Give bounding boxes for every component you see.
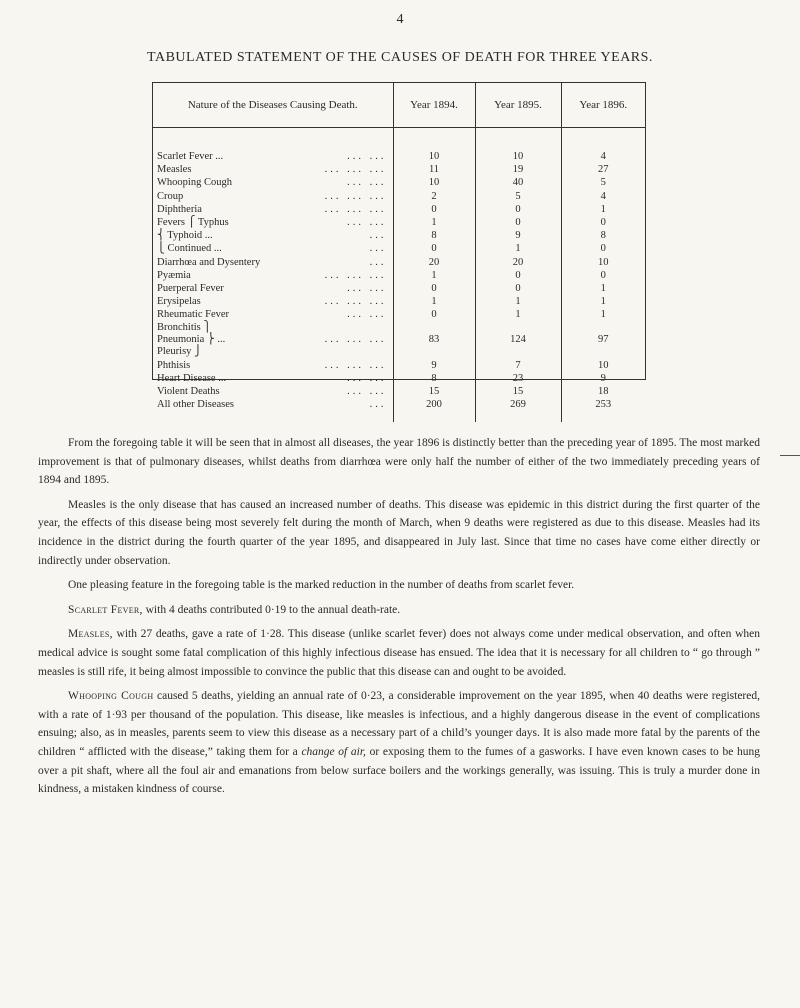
disease-name-cell (153, 150, 393, 163)
leader-dots: ... ... ... (324, 164, 387, 176)
disease-name: Whooping Cough (157, 177, 232, 189)
disease-name: ⎩ Continued ... (157, 243, 222, 255)
death-count-cell: 1 (600, 309, 606, 321)
death-count-cell: 18 (598, 385, 609, 397)
death-count-cell: 1 (475, 295, 561, 308)
disease-name: Heart Disease ... (157, 372, 227, 384)
paragraph (38, 625, 760, 681)
death-count-cell: 10 (393, 176, 475, 189)
death-count-cell: 15 (475, 385, 561, 398)
emphasis-text: change of air, (301, 745, 366, 758)
death-count-cell: 1 (600, 282, 606, 294)
death-count-cell: 83 (393, 321, 475, 358)
paragraph: From the foregoing table it will be seen that in almost all diseases, the year 1896 is distinctly better than the preceding year of 1895. The most marked improvement is that of pulmonary diseases, whilst deaths from diarrhœa were only half the number of either of the two immediately preceding years of 1894 and 1895. (38, 437, 760, 487)
leader-dots: ... ... ... (324, 334, 387, 346)
death-count-cell: 27 (598, 164, 609, 176)
leader-dots: ... ... ... (324, 190, 387, 202)
death-count-cell: 1 (475, 308, 561, 321)
table-row (153, 203, 645, 216)
leader-dots: ... ... (347, 177, 387, 189)
table-row (153, 358, 645, 371)
table-row (153, 372, 645, 385)
death-count-cell: 0 (393, 308, 475, 321)
column-header-disease: Nature of the Diseases Causing Death. (153, 83, 393, 128)
disease-name: ⎨ Typhoid ... (157, 230, 213, 242)
death-count-cell: 9 (475, 229, 561, 242)
table-header-row (153, 83, 645, 128)
death-count-cell: 9 (393, 358, 475, 371)
paragraph-text: caused 5 deaths, yielding an annual rate of 0·23, a considerable improvement on the year 1895, when 40 deaths were registered, with a rate of 1·93 per thousand of the population. This disease, like measles is infectious, and a highly dangerous disease in the event of complications ensuing; also, as in measles, parents seem to view this disease as a necessary part of a child’s younger days. It is also made more fatal by the parents of the children “ afflicted with the disease,” taking them for a (38, 690, 760, 758)
death-count-cell: 5 (600, 177, 606, 189)
disease-name: Fevers ⎧ Typhus (157, 217, 229, 229)
disease-name: Rheumatic Fever (157, 309, 230, 321)
paragraph: One pleasing feature in the foregoing table is the marked reduction in the number of deaths from scarlet fever. (68, 579, 575, 592)
death-count-cell: 0 (600, 243, 606, 255)
death-count-cell: 4 (600, 190, 606, 202)
disease-lead: Scarlet Fever, (68, 603, 143, 616)
disease-name-cell (153, 216, 393, 229)
leader-dots: ... ... ... (324, 359, 387, 371)
page-heading: TABULATED STATEMENT OF THE CAUSES OF DEATH FOR THREE YEARS. (147, 50, 653, 65)
disease-name-cell (153, 308, 393, 321)
death-count-cell: 1 (393, 295, 475, 308)
death-count-cell: 1 (393, 269, 475, 282)
paragraph-text: with 4 deaths contributed 0·19 to the annual death-rate. (142, 603, 401, 616)
death-count-cell: 97 (598, 334, 609, 346)
table-row (153, 150, 645, 163)
disease-name-cell (153, 295, 393, 308)
death-count-cell: 0 (393, 242, 475, 255)
death-count-cell: 0 (475, 216, 561, 229)
disease-name-cell (153, 163, 393, 176)
table-row (153, 398, 645, 422)
death-count-cell: 4 (600, 151, 606, 163)
death-count-cell: 19 (475, 163, 561, 176)
death-count-cell: 11 (393, 163, 475, 176)
table-row (153, 216, 645, 229)
disease-name: Pneumonia ⎬ ... (157, 334, 226, 346)
table-row (153, 269, 645, 282)
death-count-cell: 7 (475, 358, 561, 371)
death-count-cell: 0 (475, 203, 561, 216)
death-count-cell: 2 (393, 190, 475, 203)
table-row (153, 295, 645, 308)
column-header-1894: Year 1894. (393, 83, 475, 128)
death-count-cell: 5 (475, 190, 561, 203)
disease-name: Bronchitis ⎫ (157, 322, 212, 334)
disease-name-cell (153, 282, 393, 295)
death-count-cell: 10 (598, 359, 609, 371)
page-number: 4 (396, 12, 404, 27)
table-row (153, 282, 645, 295)
disease-name: Phthisis (157, 359, 191, 371)
disease-name: Croup (157, 190, 184, 202)
death-count-cell: 0 (393, 203, 475, 216)
death-count-cell: 1 (475, 242, 561, 255)
table-row (153, 229, 645, 242)
death-count-cell: 8 (600, 230, 606, 242)
leader-dots: ... ... (347, 385, 387, 397)
death-count-cell: 0 (600, 269, 606, 281)
disease-name: Pyæmia (157, 269, 191, 281)
edge-rule (780, 455, 800, 456)
disease-lead: Measles, (68, 628, 113, 641)
disease-name-cell (153, 256, 393, 269)
leader-dots: ... ... ... (324, 203, 387, 215)
death-count-cell: 20 (393, 256, 475, 269)
death-count-cell: 1 (600, 296, 606, 308)
death-count-cell: 0 (475, 269, 561, 282)
death-count-cell: 10 (598, 256, 609, 268)
death-count-cell: 10 (475, 150, 561, 163)
disease-lead: Whooping Cough (68, 690, 154, 703)
group-middle-line (157, 334, 393, 346)
column-header-1895: Year 1895. (475, 83, 561, 128)
death-count-cell: 9 (600, 372, 606, 384)
death-count-cell: 8 (393, 372, 475, 385)
table-row (153, 190, 645, 203)
table-row (153, 242, 645, 255)
disease-name-cell (153, 203, 393, 216)
table-row (153, 163, 645, 176)
leader-dots: ... (369, 230, 387, 242)
disease-name-cell (153, 398, 393, 422)
disease-group-cell (153, 321, 393, 358)
table-row (153, 308, 645, 321)
leader-dots: ... ... (347, 372, 387, 384)
disease-name: Violent Deaths (157, 385, 220, 397)
disease-name: Diarrhœa and Dysentery (157, 256, 261, 268)
leader-dots: ... (369, 256, 387, 268)
disease-name: Scarlet Fever ... (157, 151, 224, 163)
leader-dots: ... ... (347, 217, 387, 229)
death-count-cell: 20 (475, 256, 561, 269)
disease-name-cell (153, 269, 393, 282)
leader-dots: ... ... (347, 151, 387, 163)
death-count-cell: 8 (393, 229, 475, 242)
disease-name-cell (153, 385, 393, 398)
disease-name-cell (153, 242, 393, 255)
disease-name-cell (153, 176, 393, 189)
death-count-cell: 10 (393, 150, 475, 163)
death-count-cell: 0 (393, 282, 475, 295)
leader-dots: ... (369, 399, 387, 410)
death-count-cell: 0 (475, 282, 561, 295)
disease-name-cell (153, 190, 393, 203)
paragraph-text: or exposing them to the fumes of a gasworks. I have even known cases to be hung over a pit shaft, where all the foul air and emanations from below surface boilers and the workings generally, was issuing. This is truly a murder done in kindness, a mistaken kindness of course. (38, 745, 760, 796)
disease-name: Erysipelas (157, 296, 201, 308)
paragraph-text: with 27 deaths, gave a rate of 1·28. This disease (unlike scarlet fever) does not always come under medical observation, and often when medical advice is sought some fatal complication of this highly infectious disease has ensued. The idea that it is necessary for all children to “ go through ” measles is still rife, it being almost impossible to convince the public that this disease can and ought to be avoided. (38, 628, 760, 678)
leader-dots: ... ... (347, 282, 387, 294)
disease-name: Puerperal Fever (157, 282, 224, 294)
leader-dots: ... (369, 243, 387, 255)
leader-dots: ... ... ... (324, 296, 387, 308)
disease-name: Diphtheria (157, 203, 202, 215)
paragraph: Measles is the only disease that has caused an increased number of deaths. This disease was epidemic in this district during the first quarter of the year, the effects of this disease being most severely felt during the month of March, when 9 deaths were registered as due to this disease. Measles had its incidence in the district during the fourth quarter of the year 1895, and disappeared in July last. Since that time no cases have come either directly or indirectly under observation. (38, 498, 760, 567)
death-count-cell: 40 (475, 176, 561, 189)
table-row (153, 385, 645, 398)
death-count-cell: 253 (595, 399, 612, 410)
causes-of-death-table (152, 82, 646, 410)
disease-name-cell (153, 358, 393, 371)
table-row (153, 176, 645, 189)
death-count-cell: 124 (475, 321, 561, 358)
commentary-text (38, 434, 760, 805)
death-count-cell: 200 (393, 398, 475, 422)
leader-dots: ... ... ... (324, 269, 387, 281)
disease-name: Measles (157, 164, 192, 176)
death-count-cell: 15 (393, 385, 475, 398)
table-spacer-row (153, 128, 645, 151)
disease-name-cell (153, 372, 393, 385)
disease-name-cell (153, 229, 393, 242)
leader-dots: ... ... (347, 309, 387, 321)
column-header-1896: Year 1896. (561, 83, 645, 128)
death-count-cell: 0 (600, 217, 606, 229)
disease-name: Pleurisy ⎭ (157, 346, 202, 358)
table-row-pulmonary-group (153, 321, 645, 358)
death-count-cell: 23 (475, 372, 561, 385)
table-row (153, 256, 645, 269)
disease-name: All other Diseases (157, 399, 234, 410)
paragraph (38, 601, 760, 620)
paragraph (38, 687, 760, 799)
death-count-cell: 269 (475, 398, 561, 422)
death-count-cell: 1 (393, 216, 475, 229)
death-count-cell: 1 (600, 203, 606, 215)
